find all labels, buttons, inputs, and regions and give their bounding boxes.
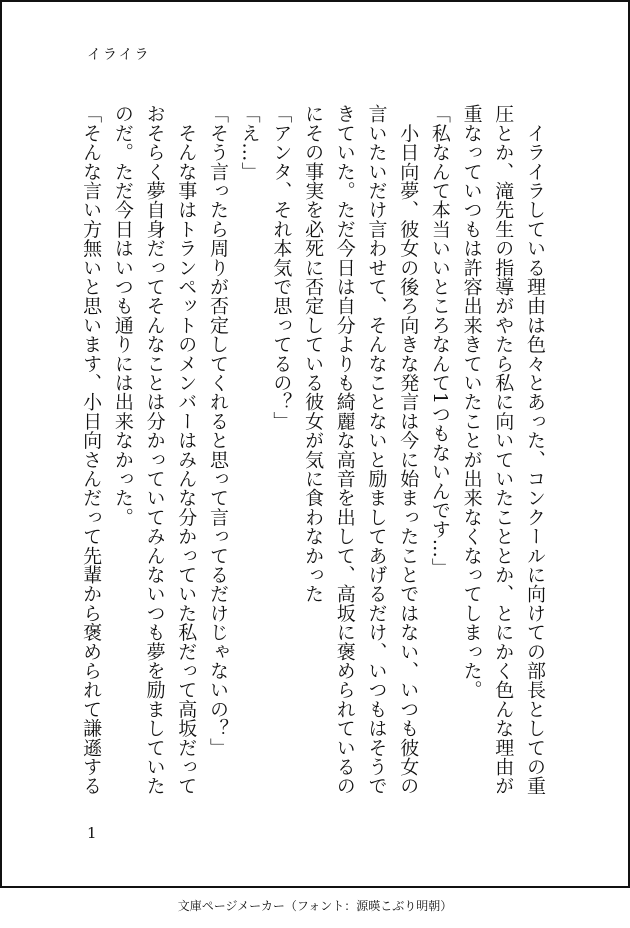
page-number: 1 [87, 824, 97, 842]
paragraph-2: 「私なんて本当いいところなんて1つもないんです…」 [428, 104, 451, 578]
paragraph-8: 「そんな言い方無いと思います、小日向さんだって先輩から褒められて謙遜する [80, 104, 103, 796]
footer-caption: 文庫ページメーカー（フォント：源暎こぶり明朝） [177, 899, 453, 913]
paragraph-6: 「そう言ったら周りが否定してくれると思って言ってるだけじゃないの？」 [206, 104, 229, 757]
running-title: イライラ [87, 47, 151, 63]
paragraph-5: 「え…」 [238, 104, 261, 181]
paragraph-3: 小日向夢、彼女の後ろ向きな発言は今に始まったことではない、いつも彼女の言いたいだけ言わせて、そんなことないと励ましてあげるだけ、いつもはそうできていた。ただ今日は自分よりも綺麗な高音を出して、高坂に褒められているのにその事実を必死に否定している彼女が気に食わなかった [302, 104, 420, 796]
paragraph-4: 「アンタ、それ本気で思ってるの？」 [270, 104, 293, 431]
vertical-body-text [74, 104, 550, 804]
paragraph-7: そんな事はトランペットのメンバーはみんな分かっていた私だって高坂だっておそらく夢自身だってそんなことは分かっていてみんないつも夢を励ましていたのだ。ただ今日はいつも通りには出来なかった。 [111, 104, 198, 796]
paragraph-1: イライラしている理由は色々とあった、コンクールに向けての部長としての重圧とか、滝先生の指導がやたら私に向いていたこととか、とにかく色んな理由が重なっていつもは許容出来きていたことが出来なくなってしまった。 [460, 104, 546, 796]
